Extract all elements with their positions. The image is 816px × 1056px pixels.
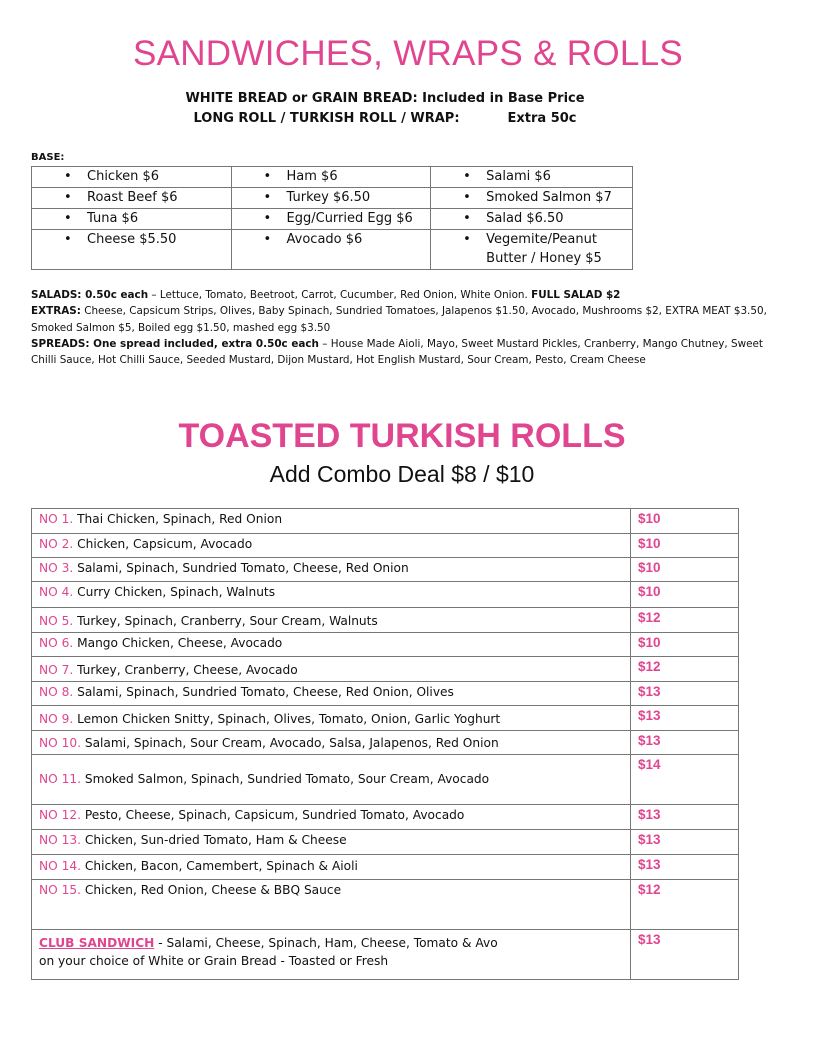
base-item: Ham $6 xyxy=(286,169,338,184)
bread-extra-price: Extra 50c xyxy=(507,111,577,126)
table-row xyxy=(32,706,739,731)
item-price: $10 xyxy=(631,534,739,558)
item-desc: Chicken, Bacon, Camembert, Spinach & Aioli xyxy=(84,859,358,873)
base-label: BASE: xyxy=(31,152,65,163)
item-price: $10 xyxy=(631,633,739,657)
bullet-icon: • xyxy=(64,169,72,184)
item-number: NO 12. xyxy=(39,808,81,822)
item-number: NO 2. xyxy=(39,537,74,551)
item-desc: Salami, Spinach, Sundried Tomato, Cheese, Red Onion, Olives xyxy=(77,685,454,699)
item-price: $12 xyxy=(631,657,739,682)
item-number: NO 4. xyxy=(39,585,74,599)
bullet-icon: • xyxy=(463,169,471,184)
base-item xyxy=(486,230,632,268)
item-number: NO 6. xyxy=(39,636,74,650)
item-price: $13 xyxy=(631,830,739,855)
base-row xyxy=(32,209,633,230)
item-price: $13 xyxy=(631,805,739,830)
item-number: NO 5. xyxy=(39,614,74,628)
club-sandwich-link[interactable]: CLUB SANDWICH xyxy=(39,936,155,950)
item-desc: Turkey, Cranberry, Cheese, Avocado xyxy=(77,663,298,677)
rolls-table xyxy=(31,508,739,980)
table-row xyxy=(32,830,739,855)
rolls-subtitle: Add Combo Deal $8 / $10 xyxy=(269,461,535,487)
bullet-icon: • xyxy=(64,190,72,205)
base-row xyxy=(32,188,633,209)
table-row xyxy=(32,509,739,534)
item-price: $10 xyxy=(631,582,739,608)
item-desc: Salami, Spinach, Sour Cream, Avocado, Salsa, Jalapenos, Red Onion xyxy=(84,736,499,750)
base-item: Salami $6 xyxy=(486,169,551,184)
item-number: NO 13. xyxy=(39,833,81,847)
menu-notes xyxy=(31,287,781,368)
item-price: $10 xyxy=(631,509,739,534)
item-desc: Lemon Chicken Snitty, Spinach, Olives, Tomato, Onion, Garlic Yoghurt xyxy=(77,712,501,726)
item-desc: Chicken, Capsicum, Avocado xyxy=(77,537,253,551)
table-row xyxy=(32,582,739,608)
bullet-icon: • xyxy=(64,232,72,247)
base-item: Avocado $6 xyxy=(286,232,363,247)
item-price: $13 xyxy=(631,930,739,980)
bullet-icon: • xyxy=(263,232,272,247)
base-item: Salad $6.50 xyxy=(486,211,564,226)
extras-note: EXTRAS: Cheese, Capsicum Strips, Olives, Baby Spinach, Sundried Tomatoes, Jalapenos $1.50, Avocado, Mushrooms $2, EXTRA MEAT $3.50, Smoked Salmon $5, Boiled egg $1.50, mashed egg $3.50 xyxy=(31,305,767,334)
item-price: $14 xyxy=(631,755,739,805)
base-table xyxy=(31,166,633,270)
base-item: Turkey $6.50 xyxy=(286,190,371,205)
item-desc: Mango Chicken, Cheese, Avocado xyxy=(77,636,283,650)
page-title: SANDWICHES, WRAPS & ROLLS xyxy=(132,34,684,73)
bullet-icon: • xyxy=(463,190,471,205)
item-number: NO 15. xyxy=(39,883,81,897)
bullet-icon: • xyxy=(263,190,272,205)
item-desc: Pesto, Cheese, Spinach, Capsicum, Sundried Tomato, Avocado xyxy=(84,808,465,822)
table-row xyxy=(32,755,739,805)
base-row xyxy=(32,167,633,188)
rolls-title: TOASTED TURKISH ROLLS xyxy=(178,417,626,455)
item-number: NO 3. xyxy=(39,561,74,575)
item-number: NO 1. xyxy=(39,512,74,526)
bullet-icon: • xyxy=(263,169,272,184)
bullet-icon: • xyxy=(463,232,471,247)
table-row xyxy=(32,930,739,980)
item-number: NO 7. xyxy=(39,663,74,677)
item-number: NO 14. xyxy=(39,859,81,873)
item-desc: Turkey, Spinach, Cranberry, Sour Cream, Walnuts xyxy=(77,614,378,628)
item-price: $10 xyxy=(631,558,739,582)
item-price: $12 xyxy=(631,880,739,930)
item-desc: Chicken, Red Onion, Cheese & BBQ Sauce xyxy=(84,883,342,897)
item-price: $13 xyxy=(631,731,739,755)
item-desc: Smoked Salmon, Spinach, Sundried Tomato, Sour Cream, Avocado xyxy=(84,772,490,786)
base-item: Chicken $6 xyxy=(87,169,160,184)
base-item-line2: Butter / Honey $5 xyxy=(486,251,602,266)
item-price: $13 xyxy=(631,682,739,706)
base-item: Cheese $5.50 xyxy=(87,232,177,247)
base-item: Roast Beef $6 xyxy=(87,190,178,205)
base-item: Egg/Curried Egg $6 xyxy=(286,211,413,226)
bullet-icon: • xyxy=(263,211,272,226)
club-desc-line1: - Salami, Cheese, Spinach, Ham, Cheese, Tomato & Avo xyxy=(154,936,498,950)
base-row xyxy=(32,230,633,270)
item-number: NO 10. xyxy=(39,736,81,750)
table-row xyxy=(32,805,739,830)
table-row xyxy=(32,855,739,880)
table-row xyxy=(32,633,739,657)
table-row xyxy=(32,682,739,706)
base-item-line1: Vegemite/Peanut xyxy=(486,232,597,247)
salads-note: SALADS: 0.50c each – Lettuce, Tomato, Beetroot, Carrot, Cucumber, Red Onion, White Onion. FULL SALAD $2 xyxy=(31,289,621,301)
bread-included-line: WHITE BREAD or GRAIN BREAD: Included in Base Price xyxy=(185,91,585,106)
bullet-icon: • xyxy=(64,211,72,226)
table-row xyxy=(32,558,739,582)
table-row xyxy=(32,657,739,682)
item-price: $12 xyxy=(631,608,739,633)
item-desc: Salami, Spinach, Sundried Tomato, Cheese, Red Onion xyxy=(77,561,409,575)
item-number: NO 11. xyxy=(39,772,81,786)
table-row xyxy=(32,880,739,930)
table-row xyxy=(32,534,739,558)
item-number: NO 8. xyxy=(39,685,74,699)
base-item: Smoked Salmon $7 xyxy=(486,190,612,205)
bullet-icon: • xyxy=(463,211,471,226)
bread-extra-label: LONG ROLL / TURKISH ROLL / WRAP: xyxy=(193,111,460,126)
item-desc: Thai Chicken, Spinach, Red Onion xyxy=(77,512,283,526)
table-row xyxy=(32,731,739,755)
bread-extra-line xyxy=(0,111,770,126)
item-price: $13 xyxy=(631,855,739,880)
item-desc: Chicken, Sun-dried Tomato, Ham & Cheese xyxy=(84,833,347,847)
item-desc: Curry Chicken, Spinach, Walnuts xyxy=(77,585,276,599)
table-row xyxy=(32,608,739,633)
base-item: Tuna $6 xyxy=(87,211,139,226)
club-desc-line2: on your choice of White or Grain Bread - Toasted or Fresh xyxy=(39,954,389,968)
item-price: $13 xyxy=(631,706,739,731)
spreads-note: SPREADS: One spread included, extra 0.50c each – House Made Aioli, Mayo, Sweet Mustard Pickles, Cranberry, Mango Chutney, Sweet Chilli Sauce, Hot Chilli Sauce, Seeded Mustard, Dijon Mustard, Hot English Mustard, Sour Cream, Pesto, Cream Cheese xyxy=(31,337,763,367)
item-number: NO 9. xyxy=(39,712,74,726)
